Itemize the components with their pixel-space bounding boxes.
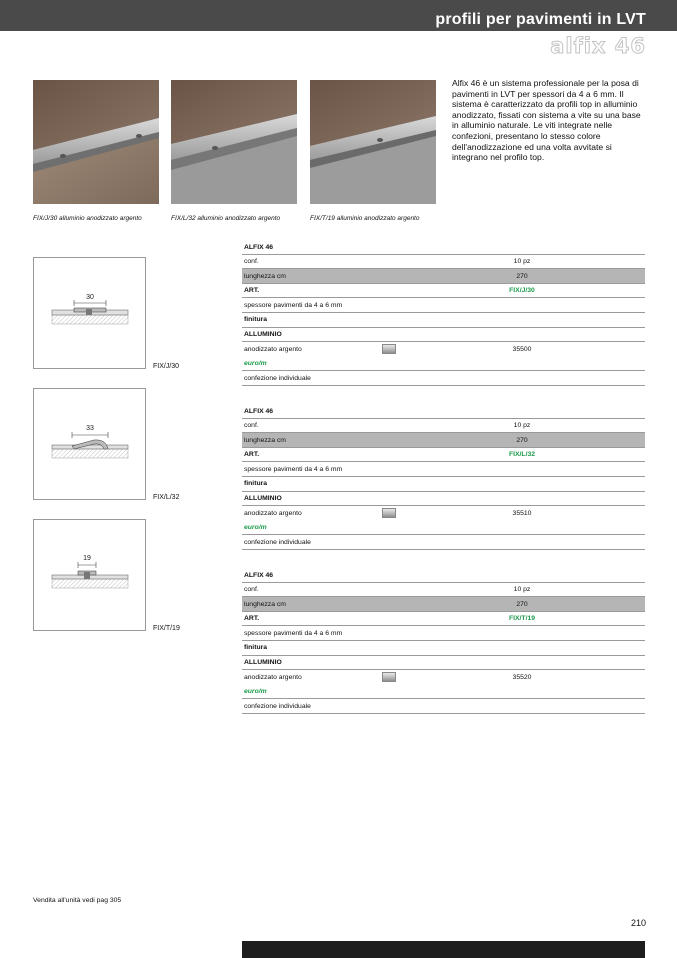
table-row	[242, 298, 645, 313]
table-row	[242, 448, 645, 463]
product-code-label-2: FIX/L/32	[153, 494, 180, 501]
technical-drawing-3	[33, 519, 146, 631]
row-value: 10 pz	[513, 586, 531, 594]
product-code-label-3: FIX/T/19	[153, 625, 180, 632]
row-label: anodizzato argento	[244, 673, 302, 681]
footer-bar	[242, 941, 645, 958]
row-value: 10 pz	[513, 422, 531, 430]
product-photo-3	[310, 80, 436, 204]
page-number: 210	[630, 918, 646, 928]
product-table-1	[242, 240, 645, 386]
table-row	[242, 597, 645, 612]
row-value: 270	[516, 600, 528, 608]
table-row	[242, 328, 645, 343]
table-row	[242, 313, 645, 328]
row-label: euro/m	[244, 360, 267, 368]
product-table-2	[242, 404, 645, 550]
photo-caption-1: FIX/J/30 alluminio anodizzato argento	[33, 215, 142, 222]
row-value: 35520	[512, 673, 532, 681]
intro-paragraph: Alfix 46 è un sistema professionale per la posa di pavimenti in LVT per spessori da 4 a 6 mm. Il sistema è caratterizzato da profili top in alluminio anodizzato, fissati con sistema a vite su una base in alluminio naturale. Le viti integrate nelle confezioni, presentano lo stesso colore dell'anodizzazione ed una volta avvitate si integrano nel profilo top.	[452, 78, 641, 163]
table-title-row	[242, 568, 645, 583]
finish-swatch	[382, 508, 396, 518]
article-code: FIX/L/32	[508, 451, 536, 459]
table-row	[242, 626, 645, 641]
row-value: 35500	[512, 345, 532, 353]
table-row	[242, 433, 645, 448]
page-title: profili per pavimenti in LVT	[435, 11, 646, 28]
table-row	[242, 612, 645, 627]
row-label: conf.	[244, 422, 259, 430]
row-label: ART.	[244, 287, 260, 295]
finish-swatch	[382, 672, 396, 682]
row-label: conf.	[244, 586, 259, 594]
table-row	[242, 583, 645, 598]
row-label: lunghezza cm	[244, 600, 286, 608]
product-photo-2	[171, 80, 297, 204]
finish-swatch	[382, 344, 396, 354]
footer-note: Vendita all'unità vedi pag 305	[33, 897, 122, 904]
table-row	[242, 371, 645, 386]
row-label: ALLUMINIO	[244, 495, 282, 503]
table-title-row	[242, 240, 645, 255]
row-label: confezione individuale	[244, 374, 311, 382]
table-row	[242, 357, 645, 372]
table-title: ALFIX 46	[244, 243, 274, 251]
table-row	[242, 255, 645, 270]
product-table-3	[242, 568, 645, 714]
table-row	[242, 492, 645, 507]
row-label: confezione individuale	[244, 702, 311, 710]
row-label: euro/m	[244, 688, 267, 696]
article-code: FIX/J/30	[509, 287, 535, 295]
table-row	[242, 342, 645, 357]
row-value: 10 pz	[513, 258, 531, 266]
table-row	[242, 284, 645, 299]
row-label: confezione individuale	[244, 538, 311, 546]
table-title-row	[242, 404, 645, 419]
table-row	[242, 641, 645, 656]
table-row	[242, 477, 645, 492]
technical-drawing-2	[33, 388, 146, 500]
table-row	[242, 656, 645, 671]
row-value: 270	[516, 436, 528, 444]
row-label: euro/m	[244, 524, 267, 532]
row-label: finitura	[244, 644, 268, 652]
row-label: anodizzato argento	[244, 345, 302, 353]
drawing-dimension: 19	[83, 555, 91, 562]
row-label: finitura	[244, 480, 268, 488]
product-code-label-1: FIX/J/30	[153, 363, 180, 370]
product-family-title: alfix 46	[550, 34, 646, 58]
product-photo-1	[33, 80, 159, 204]
row-label: spessore pavimenti da 4 a 6 mm	[244, 465, 343, 473]
table-title: ALFIX 46	[244, 407, 274, 415]
row-value: 270	[516, 272, 528, 280]
table-row	[242, 269, 645, 284]
row-value: 35510	[512, 509, 532, 517]
photo-caption-3: FIX/T/19 alluminio anodizzato argento	[310, 215, 420, 222]
drawing-dimension: 30	[86, 294, 94, 301]
row-label: spessore pavimenti da 4 a 6 mm	[244, 301, 343, 309]
row-label: ART.	[244, 615, 260, 623]
table-row	[242, 670, 645, 685]
article-code: FIX/T/19	[508, 615, 536, 623]
photo-caption-2: FIX/L/32 alluminio anodizzato argento	[171, 215, 281, 222]
table-row	[242, 685, 645, 700]
row-label: lunghezza cm	[244, 436, 286, 444]
row-label: finitura	[244, 316, 268, 324]
drawing-dimension: 33	[86, 425, 94, 432]
row-label: spessore pavimenti da 4 a 6 mm	[244, 629, 343, 637]
table-row	[242, 506, 645, 521]
table-row	[242, 535, 645, 550]
table-row	[242, 521, 645, 536]
table-row	[242, 699, 645, 714]
row-label: lunghezza cm	[244, 272, 286, 280]
row-label: anodizzato argento	[244, 509, 302, 517]
table-row	[242, 462, 645, 477]
row-label: ALLUMINIO	[244, 331, 282, 339]
row-label: ART.	[244, 451, 260, 459]
technical-drawing-1	[33, 257, 146, 369]
row-label: conf.	[244, 258, 259, 266]
table-title: ALFIX 46	[244, 571, 274, 579]
row-label: ALLUMINIO	[244, 659, 282, 667]
table-row	[242, 419, 645, 434]
